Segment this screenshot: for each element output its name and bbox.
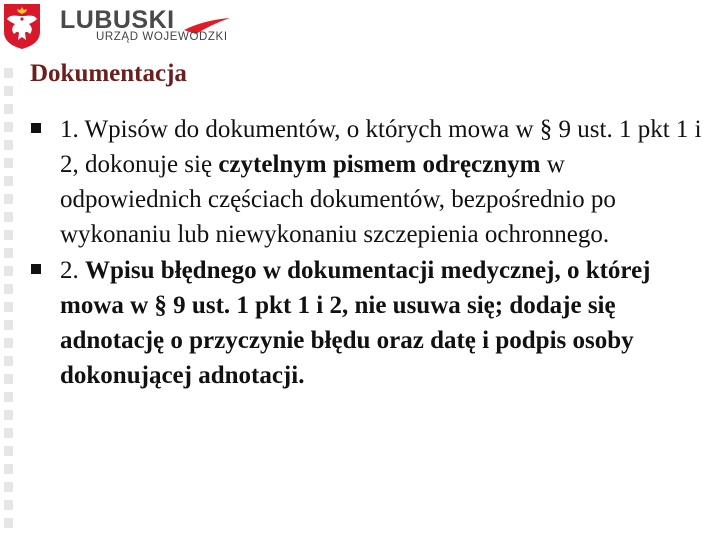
square-bullet-icon — [31, 123, 41, 133]
brand-name: LUBUSKI — [60, 6, 175, 34]
item-text: 1. Wpisów do dokumentów, o których mowa w § 9 ust. 1 pkt 1 i 2, dokonuje się — [60, 116, 702, 178]
item-emphasis: czytelnym pismem odręcznym — [218, 151, 541, 178]
header-bar — [0, 0, 720, 56]
item-emphasis: Wpisu błędnego w dokumentacji medycznej, o której mowa w § 9 ust. 1 pkt 1 i 2, nie usuwa się; dodaje się adnotację o przyczynie błędu oraz datę i podpis osoby dokonującej adnotacji. — [60, 257, 651, 389]
square-bullet-icon — [31, 264, 41, 274]
item-text: w odpowiednich częściach dokumentów, bezpośrednio po wykonaniu lub niewykonaniu szczepienia ochronnego. — [60, 151, 616, 248]
bullet-list — [28, 112, 708, 393]
list-item — [28, 112, 708, 252]
list-item — [28, 253, 708, 393]
brand-subtitle: URZĄD WOJEWÓDZKI — [96, 31, 228, 43]
slide-title: Dokumentacja — [30, 60, 187, 87]
white-eagle-emblem-icon — [2, 2, 42, 50]
item-prefix: 2. — [60, 257, 85, 284]
decorative-left-strip — [0, 60, 16, 540]
